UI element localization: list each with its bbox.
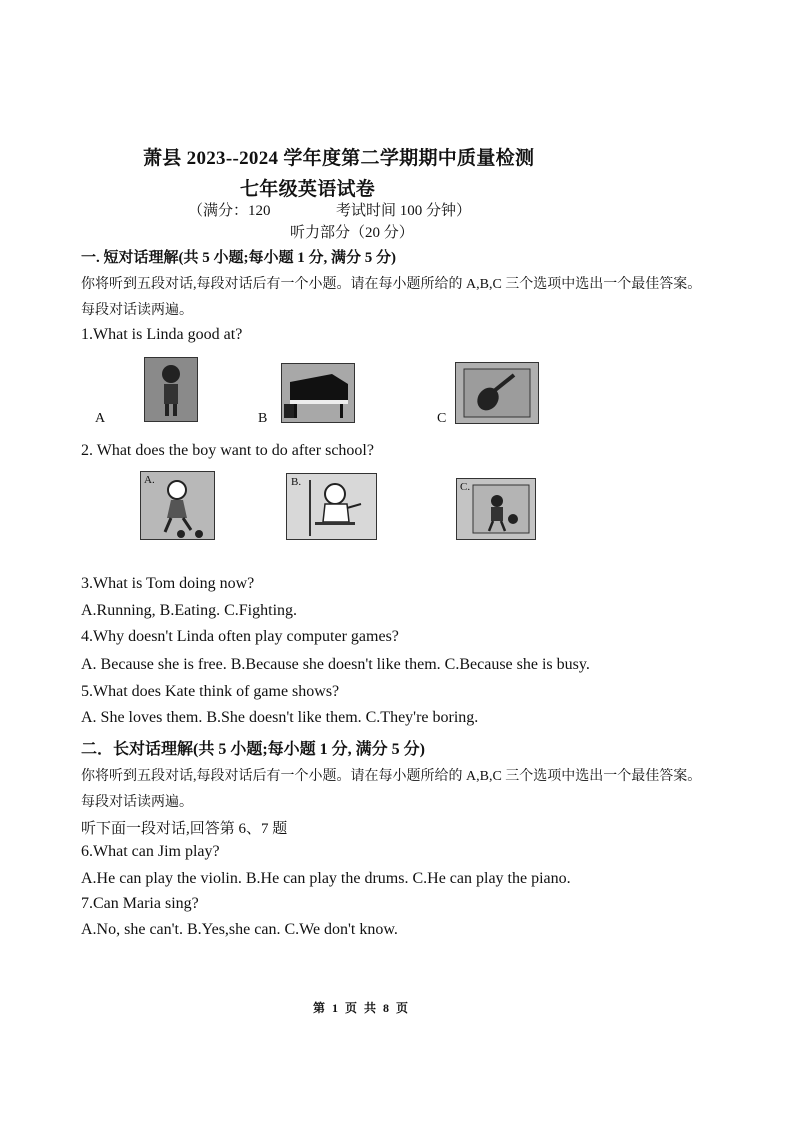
section2-instruction-line2: 每段对话读两遍。 bbox=[81, 795, 193, 810]
exam-subtitle: 七年级英语试卷 bbox=[240, 179, 376, 200]
section2-prompt: 听下面一段对话,回答第 6、7 题 bbox=[81, 821, 288, 837]
question-2: 2. What does the boy want to do after school? bbox=[81, 442, 374, 459]
q2-label-c: C. bbox=[460, 481, 471, 493]
listening-part-label: 听力部分（20 分） bbox=[290, 225, 414, 241]
q2-image-b bbox=[286, 473, 377, 540]
guitar-icon bbox=[456, 363, 538, 423]
girl-figure-icon bbox=[145, 358, 197, 421]
question-7: 7.Can Maria sing? bbox=[81, 895, 199, 912]
piano-icon bbox=[282, 364, 354, 422]
q1-image-b bbox=[281, 363, 355, 423]
score-note: （满分：120 bbox=[188, 203, 271, 219]
q1-image-c bbox=[455, 362, 539, 424]
q1-image-a bbox=[144, 357, 198, 422]
q1-label-b: B bbox=[258, 411, 268, 426]
question-3-options: A.Running, B.Eating. C.Fighting. bbox=[81, 602, 298, 619]
time-note: 考试时间 100 分钟） bbox=[336, 203, 472, 219]
question-5-options: A. She loves them. B.She doesn't like them. C.They're boring. bbox=[81, 709, 479, 726]
question-3: 3.What is Tom doing now? bbox=[81, 575, 255, 592]
q2-label-b: B. bbox=[291, 476, 302, 488]
section1-heading: 一. 短对话理解(共 5 小题;每小题 1 分, 满分 5 分) bbox=[81, 250, 396, 266]
question-6-options: A.He can play the violin. B.He can play the drums. C.He can play the piano. bbox=[81, 870, 571, 887]
question-5: 5.What does Kate think of game shows? bbox=[81, 683, 340, 700]
q2-image-a bbox=[140, 471, 215, 540]
section1-instruction-line2: 每段对话读两遍。 bbox=[81, 303, 193, 318]
q2-image-c bbox=[456, 478, 536, 540]
section2-heading: 二．长对话理解(共 5 小题;每小题 1 分, 满分 5 分) bbox=[81, 741, 425, 758]
question-6: 6.What can Jim play? bbox=[81, 843, 220, 860]
question-4-options: A. Because she is free. B.Because she doesn't like them. C.Because she is busy. bbox=[81, 656, 590, 673]
question-1: 1.What is Linda good at? bbox=[81, 326, 243, 343]
section1-instruction-line1: 你将听到五段对话,每段对话后有一个小题。请在每小题所给的 A,B,C 三个选项中选出一个最佳答案。 bbox=[81, 277, 702, 292]
question-7-options: A.No, she can't. B.Yes,she can. C.We don't know. bbox=[81, 921, 398, 938]
q1-label-c: C bbox=[437, 411, 447, 426]
q2-label-a: A. bbox=[144, 474, 155, 486]
section2-instruction-line1: 你将听到五段对话,每段对话后有一个小题。请在每小题所给的 A,B,C 三个选项中选出一个最佳答案。 bbox=[81, 769, 702, 784]
page-number-footer: 第 1 页 共 8 页 bbox=[313, 1001, 411, 1015]
question-4: 4.Why doesn't Linda often play computer games? bbox=[81, 628, 399, 645]
q1-label-a: A bbox=[95, 411, 106, 426]
exam-title: 萧县 2023--2024 学年度第二学期期中质量检测 bbox=[143, 148, 535, 169]
